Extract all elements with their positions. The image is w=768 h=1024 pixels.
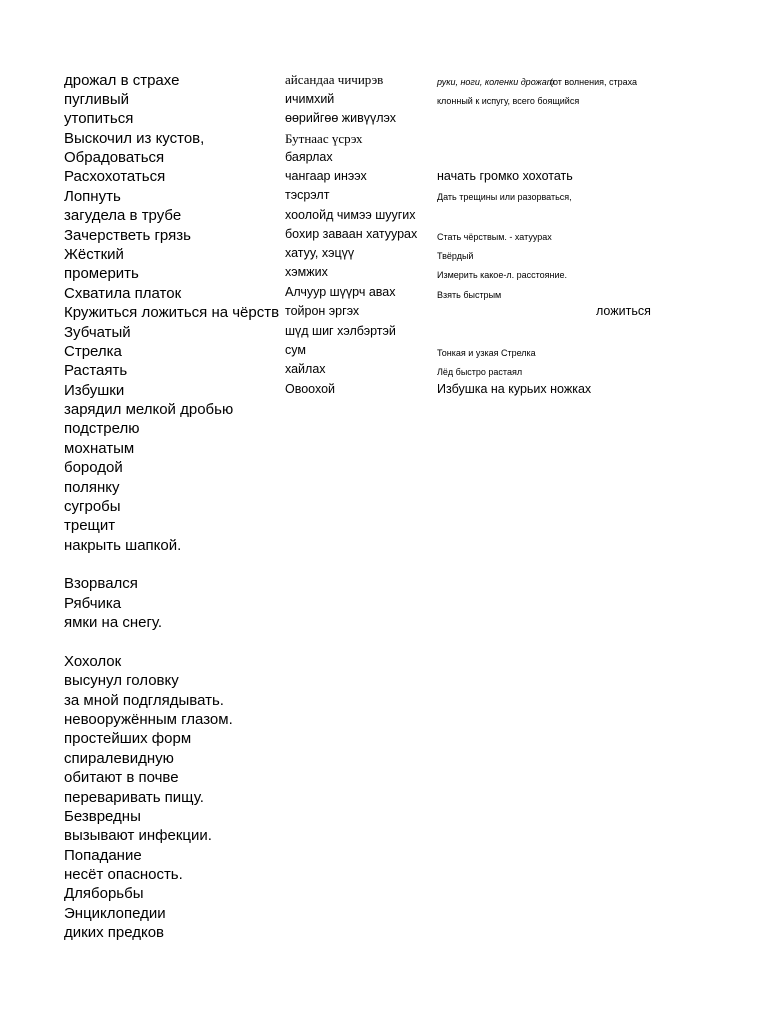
list-item: полянку	[64, 479, 120, 496]
list-item: диких предков	[64, 924, 165, 941]
mn-translation: өөрийгөө живүүлэх	[285, 111, 397, 125]
ru-term: Лопнуть	[64, 188, 121, 205]
note: Измерить какое-л. расстояние.	[437, 270, 567, 280]
ru-term: промерить	[64, 265, 139, 282]
note: Стать чёрствым. - хатуурах	[437, 232, 552, 242]
list-item: высунул головку	[64, 672, 179, 689]
ru-term: Растаять	[64, 362, 128, 379]
ru-term: Избушки	[64, 382, 125, 399]
list-item: Энциклопедии	[64, 905, 166, 922]
list-item: несёт опасность.	[64, 866, 183, 883]
list-item: накрыть шапкой.	[64, 537, 182, 554]
ru-term: Кружиться ложиться на чёрств	[64, 304, 280, 321]
ru-term: Расхохотаться	[64, 168, 166, 185]
mn-translation: баярлах	[285, 150, 333, 164]
note: Избушка на курьих ножках	[437, 382, 592, 396]
mn-translation: тэсрэлт	[285, 188, 330, 202]
mn-translation: ичимхий	[285, 92, 335, 106]
ru-term: Зачерстветь грязь	[64, 227, 191, 244]
list-item: Взорвался	[64, 575, 138, 592]
list-item: Дляборьбы	[64, 885, 144, 902]
note: клонный к испугу, всего боящийся	[437, 96, 580, 106]
ru-term: Стрелка	[64, 343, 122, 360]
mn-translation: хайлах	[285, 362, 326, 376]
mn-translation: бохир заваан хатуурах	[285, 227, 418, 241]
list-item: бородой	[64, 459, 123, 476]
list-item: мохнатым	[64, 440, 135, 457]
ru-term: загудела в трубе	[64, 207, 182, 224]
mn-translation: шүд шиг хэлбэртэй	[285, 324, 396, 338]
mn-translation: Алчуур шүүрч авах	[285, 285, 396, 299]
note: Тонкая и узкая Стрелка	[437, 348, 536, 358]
ru-term: Обрадоваться	[64, 149, 165, 166]
ru-term: Зубчатый	[64, 324, 131, 341]
note-right: ложиться	[596, 304, 651, 318]
list-item: обитают в почве	[64, 769, 179, 786]
list-item: ямки на снегу.	[64, 614, 163, 631]
ru-term: утопиться	[64, 110, 134, 127]
note: начать громко хохотать	[437, 169, 573, 183]
mn-translation: Овоохой	[285, 382, 336, 396]
list-item: вызывают инфекции.	[64, 827, 212, 844]
ru-term: пугливый	[64, 91, 130, 108]
list-item: за мной подглядывать.	[64, 692, 224, 709]
mn-translation: хатуу, хэцүү	[285, 246, 355, 260]
list-item: трещит	[64, 517, 116, 534]
list-item: Безвредны	[64, 808, 141, 825]
mn-translation: тойрон эргэх	[285, 304, 360, 318]
note: (от волнения, страха	[550, 77, 638, 87]
note: Твёрдый	[437, 251, 474, 261]
ru-term: Схватила платок	[64, 285, 182, 302]
note: Дать трещины или разорваться,	[437, 192, 572, 202]
mn-translation: хоолойд чимээ шуугих	[285, 208, 416, 222]
note-italic: руки, ноги, коленки дрожат	[437, 77, 555, 87]
list-item: Хохолок	[64, 653, 122, 670]
list-item: Попадание	[64, 847, 142, 864]
mn-translation: Бутнаас үсрэх	[285, 131, 363, 146]
list-item: сугробы	[64, 498, 121, 515]
ru-term: дрожал в страхе	[64, 72, 180, 89]
list-item: простейших форм	[64, 730, 192, 747]
list-item: невооружённым глазом.	[64, 711, 233, 728]
mn-translation: хэмжих	[285, 265, 328, 279]
ru-term: Выскочил из кустов,	[64, 130, 205, 147]
list-item: подстрелю	[64, 420, 140, 437]
list-item: спиралевидную	[64, 750, 174, 767]
mn-translation: чангаар инээх	[285, 169, 367, 183]
note: Лёд быстро растаял	[437, 367, 523, 377]
mn-translation: сум	[285, 343, 306, 357]
ru-term: Жёсткий	[64, 246, 124, 263]
list-item: переваривать пищу.	[64, 789, 204, 806]
mn-translation: айсандаа чичирэв	[285, 72, 384, 87]
list-item: зарядил мелкой дробью	[64, 401, 234, 418]
list-item: Рябчика	[64, 595, 122, 612]
note: Взять быстрым	[437, 290, 502, 300]
